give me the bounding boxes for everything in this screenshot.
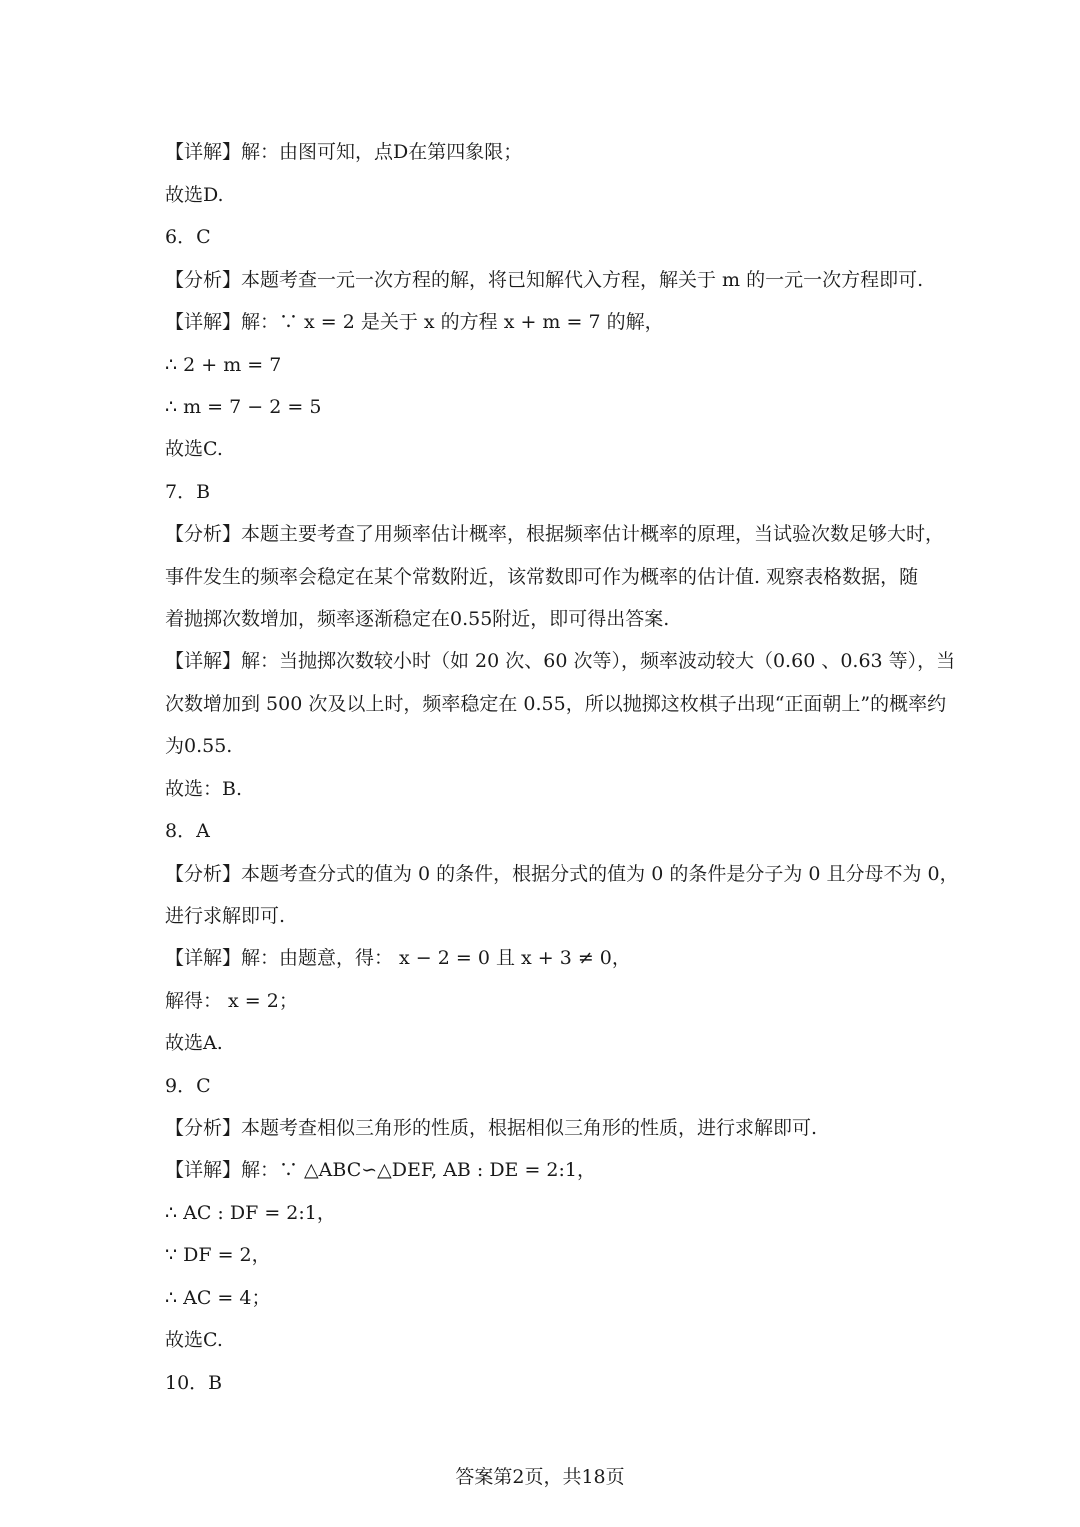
text-line: 次数增加到 500 次及以上时，频率稳定在 0.55，所以抛掷这枚棋子出现“正面朝上”的概率约 [165, 693, 947, 715]
text-line: 着抛掷次数增加，频率逐渐稳定在0.55附近，即可得出答案. [165, 608, 670, 630]
text-line: 为0.55. [165, 735, 233, 757]
text-line: 解得： x = 2； [165, 990, 298, 1012]
text-line: 故选C. [165, 1329, 223, 1351]
text-line: ∴ 2 + m = 7 [165, 354, 282, 376]
text-line: 【详解】解：∵ △ABC∽△DEF, AB : DE = 2:1， [165, 1159, 597, 1181]
text-line: 故选A. [165, 1032, 223, 1054]
text-line: ∴ AC : DF = 2:1， [165, 1202, 336, 1224]
text-line: 【分析】本题主要考查了用频率估计概率，根据频率估计概率的原理，当试验次数足够大时， [165, 523, 945, 545]
text-line: 故选：B. [165, 778, 243, 800]
text-line: 故选C. [165, 438, 223, 460]
text-line: ∴ m = 7 − 2 = 5 [165, 396, 322, 418]
text-line: ∵ DF = 2， [165, 1244, 271, 1266]
text-line: 【分析】本题考查一元一次方程的解，将已知解代入方程，解关于 m 的一元一次方程即可. [165, 269, 924, 291]
text-line: 【分析】本题考查相似三角形的性质，根据相似三角形的性质，进行求解即可. [165, 1117, 818, 1139]
text-line: 【详解】解：由题意，得： x − 2 = 0 且 x + 3 ≠ 0， [165, 947, 631, 969]
text-line: ∴ AC = 4； [165, 1287, 271, 1309]
question-number: 6．C [165, 226, 211, 248]
page-footer: 答案第2页，共18页 [455, 1466, 625, 1488]
text-line: 故选D. [165, 184, 224, 206]
text-line: 【详解】解：当抛掷次数较小时（如 20 次、60 次等），频率波动较大（0.60 、0.63 等），当 [165, 650, 956, 672]
text-line: 【详解】解：∵ x = 2 是关于 x 的方程 x + m = 7 的解， [165, 311, 664, 333]
text-line: 【详解】解：由图可知，点D在第四象限； [165, 141, 523, 163]
question-number: 7．B [165, 481, 211, 503]
question-number: 9．C [165, 1075, 211, 1097]
question-number: 8．A [165, 820, 210, 842]
text-line: 【分析】本题考查分式的值为 0 的条件，根据分式的值为 0 的条件是分子为 0 且分母不为 0， [165, 863, 959, 885]
question-number: 10．B [165, 1372, 223, 1394]
text-line: 事件发生的频率会稳定在某个常数附近，该常数即可作为概率的估计值. 观察表格数据，随 [165, 566, 919, 588]
text-line: 进行求解即可. [165, 905, 286, 927]
